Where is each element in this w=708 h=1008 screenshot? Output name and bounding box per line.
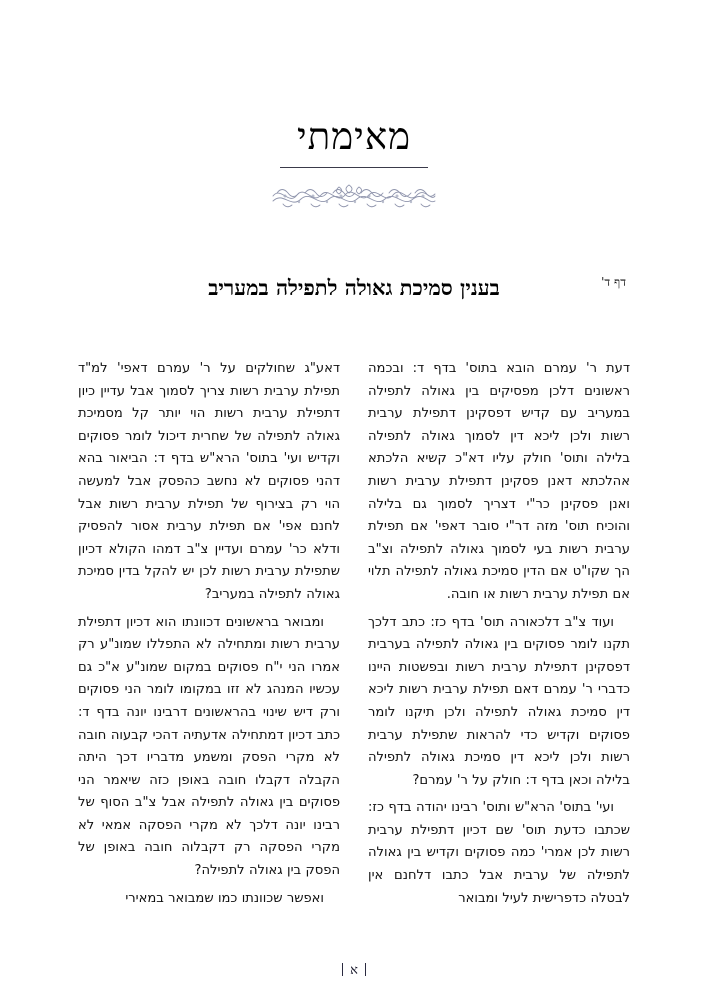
page-title: מאימתי: [296, 115, 412, 158]
folio-rule-left: [342, 963, 343, 976]
paragraph: ומבואר בראשונים דכוונתו הוא דכיון דתפילת ערבית רשות ומתחילה לא התפללו שמונ"ע רק אמרו הני י"ח פסוקים במקום שמונ"ע א"כ גם עכשיו המנהג לא זזו במקומו לומר הני פסוקים ורק דיש שינוי בהראשונים דרבינו יונה בדף ד: כתב דכיון דמתחילה אדעתיה דהכי קבעוה חובה לא מקרי הפסק ומשמע מדבריו דכך היתה הקבלה דקבלו חובה באופן כזה שיאמר הני פסוקים בין גאולה לתפילה אבל צ"ב הסוף של רבינו יונה דלכך לא מקרי הפסקה אמאי לא מקרי הפסקה רק דקבלוה חובה באופן של הפסק בין גאולה לתפילה?: [78, 614, 340, 879]
section-heading: בענין סמיכת גאולה לתפילה במעריב: [208, 275, 500, 300]
body-columns: [78, 358, 630, 912]
paragraph: דאע"ג שחולקים על ר' עמרם דאפי' למ"ד תפילת ערבית רשות צריך לסמוך אבל עדיין כיון דתפילת ערבית רשות הוי יותר קל מסמיכת גאולה לתפילה של שחרית דיכול לומר פסוקים וקדיש ועי' בתוס' הרא"ש בדף ד: הביאור בהא דהני פסוקים לא נחשב כהפסק אבל למעשה הוי רק בצירוף של תפילת ערבית רשות אבל לחנם אפי' אם תפילת ערבית אסור להפסיק ודלא כר' עמרם ועדיין צ"ב דמהו הקולא דכיון שתפילת ערבית רשות לכן יש להקל בדין סמיכת גאולה לתפילה במעריב?: [78, 361, 340, 602]
paragraph: ועי' בתוס' הרא"ש ותוס' רבינו יהודה בדף כז: שכתבו כדעת תוס' שם דכיון דתפילת ערבית רשות לכן אמרי' כמה פסוקים וקדיש בין גאולה לתפילה של ערבית אבל כתבו דלחנם אין לבטלה כדפרישית לעיל ומבואר: [368, 800, 630, 906]
paragraph: ועוד צ"ב דלכאורה תוס' בדף כז: כתב דלכך תקנו לומר פסוקים בין גאולה לתפילה בערבית דפסקינן דתפילת ערבית רשות ובפשטות היינו כדברי ר' עמרם דאם תפילת ערבית רשות ליכא דין סמיכת גאולה לתפילה ולכן תיקנו לומר פסוקים וקדיש כדי להראות שתפילת ערבית רשות ולכן ליכא דין סמיכת גאולה לתפילה בלילה וכאן בדף ד: חולק על ר' עמרם?: [368, 614, 630, 788]
column-left: [78, 358, 340, 912]
paragraph: ואפשר שכוונתו כמו שמבואר במאירי: [125, 890, 324, 906]
folio-rule-right: [365, 963, 366, 976]
paragraph: דעת ר' עמרם הובא בתוס' בדף ד: ובכמה ראשונים דלכן מפסיקים בין גאולה לתפילה במעריב עם קדיש דפסקינן דתפילת ערבית רשות ולכן ליכא דין לסמוך גאולה לתפילה בלילה ותוס' חולק עליו דא"כ קשיא הלכתא אהלכתא דאנן פסקינן דתפילת ערבית רשות ואנן פסקינן כר"י דצריך לסמוך גם בלילה והוכיח תוס' מזה דר"י סובר דאפי' אם תפילת ערבית רשות בעי לסמוך גאולה לתפילה וצ"ב הך שקו"ט אם הדין סמיכת גאולה לתפילה תלוי אם תפילת ערבית רשות או חובה.: [368, 361, 630, 602]
daf-reference-marker: דף ד': [601, 275, 626, 289]
masthead: [0, 0, 708, 209]
folio: [0, 961, 708, 980]
column-right: [368, 358, 630, 912]
section-header: [0, 275, 708, 327]
floral-vine-ornament: [271, 182, 437, 209]
folio-inner: [342, 962, 366, 978]
page-number: א: [350, 962, 358, 978]
title-divider: [280, 167, 428, 168]
